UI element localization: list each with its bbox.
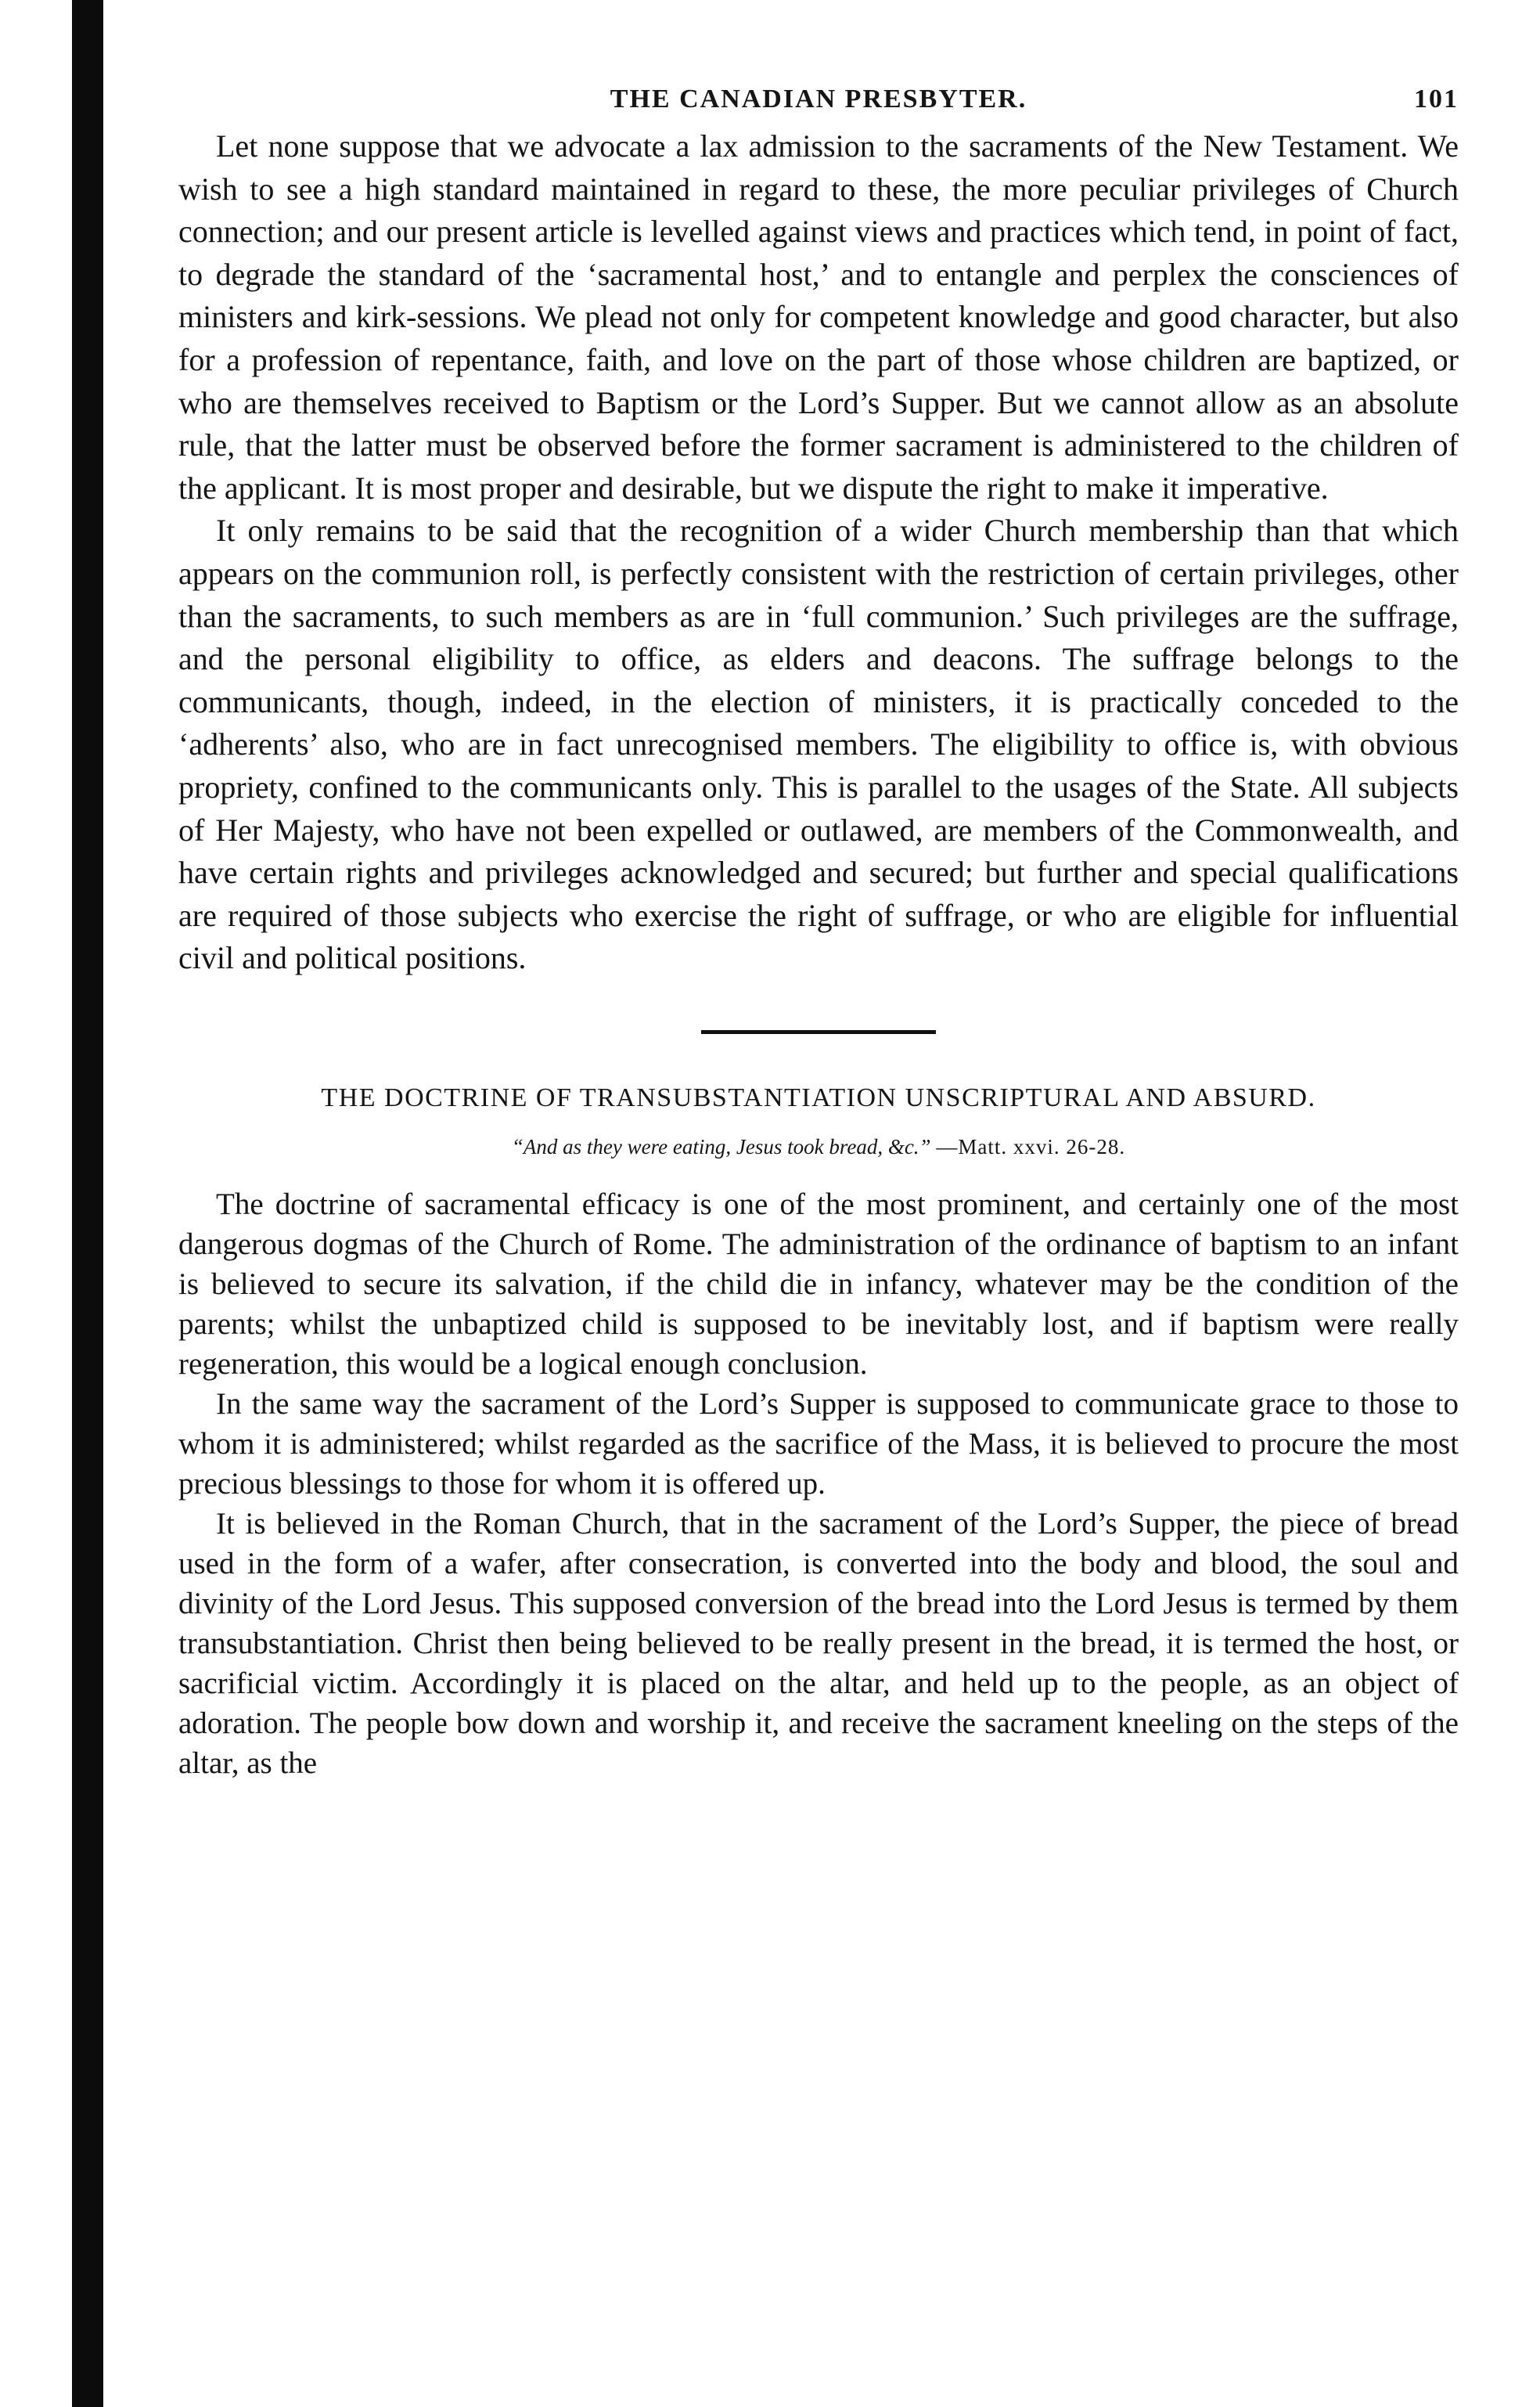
running-title: THE CANADIAN PRESBYTER. bbox=[610, 85, 1027, 114]
paragraph: Let none suppose that we advocate a lax admission to the sacraments of the New Testament. We wish to see a high standard maintained in regard to these, the more peculiar privileges of Church connection; and our present article is levelled against views and practices which tend, in point of fact, to degrade the standard of the ‘sacramental host,’ and to entangle and perplex the consciences of ministers and kirk-sessions. We plead not only for competent knowledge and good character, but also for a profession of repentance, faith, and love on the part of those whose children are baptized, or who are themselves received to Baptism or the Lord’s Supper. But we cannot allow as an absolute rule, that the latter must be observed before the former sacrament is administered to the children of the applicant. It is most proper and desirable, but we dispute the right to make it imperative. bbox=[178, 128, 1459, 506]
continued-article bbox=[178, 125, 1459, 980]
section-divider bbox=[701, 1030, 936, 1034]
page-number: 101 bbox=[1414, 85, 1459, 114]
epigraph bbox=[178, 1131, 1459, 1162]
article-body bbox=[178, 1184, 1459, 1783]
paragraph: It is believed in the Roman Church, that in the sacrament of the Lord’s Supper, the piece of bread used in the form of a wafer, after consecration, is converted into the body and blood, the soul and divinity of the Lord Jesus. This supposed conversion of the bread into the Lord Jesus is termed by them transubstantiation. Christ then being believed to be really present in the bread, it is termed the host, or sacrificial victim. Accordingly it is placed on the altar, and held up to the people, as an object of adoration. The people bow down and worship it, and receive the sacrament kneeling on the steps of the altar, as the bbox=[178, 1506, 1459, 1780]
running-head bbox=[178, 78, 1459, 125]
article-title: THE DOCTRINE OF TRANSUBSTANTIATION UNSCRIPTURAL AND ABSURD. bbox=[321, 1083, 1316, 1112]
paragraph: The doctrine of sacramental efficacy is one of the most prominent, and certainly one of the most dangerous dogmas of the Church of Rome. The administration of the ordinance of baptism to an infant is believed to secure its salvation, if the child die in infancy, whatever may be the condition of the parents; whilst the unbaptized child is supposed to be inevitably lost, and if baptism were really regeneration, this would be a logical enough conclusion. bbox=[178, 1187, 1459, 1381]
epigraph-quote: “And as they were eating, Jesus took bread, &c.” bbox=[511, 1134, 931, 1158]
paragraph: It only remains to be said that the recognition of a wider Church membership than that which appears on the communion roll, is perfectly consistent with the restriction of certain privileges, other than the sacraments, to such members as are in ‘full communion.’ Such privileges are the suffrage, and the personal eligibility to office, as elders and deacons. The suffrage belongs to the communicants, though, indeed, in the election of ministers, it is practically conceded to the ‘adherents’ also, who are in fact unrecognised members. The eligibility to office is, with obvious propriety, confined to the communicants only. This is parallel to the usages of the State. All subjects of Her Majesty, who have not been expelled or outlawed, are members of the Commonwealth, and have certain rights and privileges acknowledged and secured; but further and special qualifications are required of those subjects who exercise the right of suffrage, or who are eligible for influential civil and political positions. bbox=[178, 513, 1459, 976]
epigraph-reference: —Matt. xxvi. 26-28. bbox=[936, 1134, 1126, 1158]
page bbox=[178, 78, 1459, 1783]
page-spine-shadow bbox=[72, 0, 103, 2407]
paragraph: In the same way the sacrament of the Lord’s Supper is supposed to communicate grace to those to whom it is administered; whilst regarded as the sacrifice of the Mass, it is believed to procure the most precious blessings to those for whom it is offered up. bbox=[178, 1386, 1459, 1501]
